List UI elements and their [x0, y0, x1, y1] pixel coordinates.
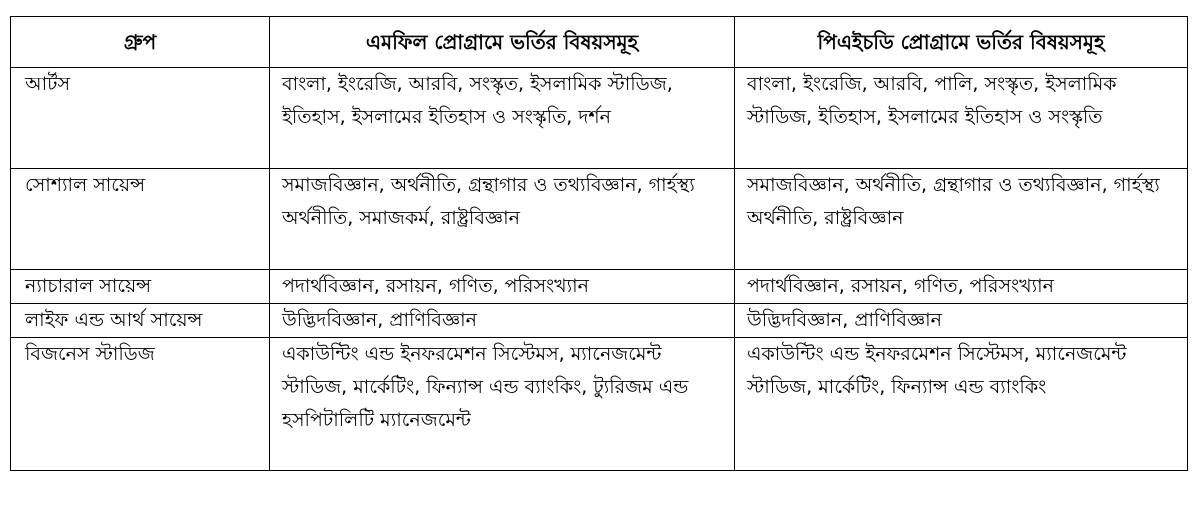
- header-group: গ্রুপ: [11, 17, 270, 68]
- table-row-life-earth-science: [11, 304, 1188, 338]
- group-cell: বিজনেস স্টাডিজ: [11, 338, 270, 471]
- header-mphil-subjects: এমফিল প্রোগ্রামে ভর্তির বিষয়সমূহ: [270, 17, 735, 68]
- mphil-subjects-cell: উদ্ভিদবিজ্ঞান, প্রাণিবিজ্ঞান: [270, 304, 735, 338]
- mphil-subjects-cell: পদার্থবিজ্ঞান, রসায়ন, গণিত, পরিসংখ্যান: [270, 270, 735, 304]
- phd-subjects-cell: বাংলা, ইংরেজি, আরবি, পালি, সংস্কৃত, ইসলামিক স্টাডিজ, ইতিহাস, ইসলামের ইতিহাস ও সংস্কৃতি: [735, 68, 1188, 169]
- group-cell: ন্যাচারাল সায়েন্স: [11, 270, 270, 304]
- table-row-arts: [11, 68, 1188, 169]
- phd-subjects-cell: একাউন্টিং এন্ড ইনফরমেশন সিস্টেমস, ম্যানেজমেন্ট স্টাডিজ, মার্কেটিং, ফিন্যান্স এন্ড ব্যাংকিং: [735, 338, 1188, 471]
- admission-subjects-table: [10, 16, 1188, 471]
- group-cell: লাইফ এন্ড আর্থ সায়েন্স: [11, 304, 270, 338]
- table-row-business-studies: [11, 338, 1188, 471]
- mphil-subjects-cell: সমাজবিজ্ঞান, অর্থনীতি, গ্রন্থাগার ও তথ্যবিজ্ঞান, গার্হস্থ্য অর্থনীতি, সমাজকর্ম, রাষ্ট্রবিজ্ঞান: [270, 169, 735, 270]
- table-row-natural-science: [11, 270, 1188, 304]
- group-cell: আর্টস: [11, 68, 270, 169]
- phd-subjects-cell: পদার্থবিজ্ঞান, রসায়ন, গণিত, পরিসংখ্যান: [735, 270, 1188, 304]
- table-header-row: [11, 17, 1188, 68]
- phd-subjects-cell: উদ্ভিদবিজ্ঞান, প্রাণিবিজ্ঞান: [735, 304, 1188, 338]
- table-row-social-science: [11, 169, 1188, 270]
- group-cell: সোশ্যাল সায়েন্স: [11, 169, 270, 270]
- phd-subjects-cell: সমাজবিজ্ঞান, অর্থনীতি, গ্রন্থাগার ও তথ্যবিজ্ঞান, গার্হস্থ্য অর্থনীতি, রাষ্ট্রবিজ্ঞান: [735, 169, 1188, 270]
- header-phd-subjects: পিএইচডি প্রোগ্রামে ভর্তির বিষয়সমূহ: [735, 17, 1188, 68]
- mphil-subjects-cell: একাউন্টিং এন্ড ইনফরমেশন সিস্টেমস, ম্যানেজমেন্ট স্টাডিজ, মার্কেটিং, ফিন্যান্স এন্ড ব্যাংকিং, ট্যুরিজম এন্ড হসপিটালিটি ম্যানেজমেন্ট: [270, 338, 735, 471]
- mphil-subjects-cell: বাংলা, ইংরেজি, আরবি, সংস্কৃত, ইসলামিক স্টাডিজ, ইতিহাস, ইসলামের ইতিহাস ও সংস্কৃতি, দর্শন: [270, 68, 735, 169]
